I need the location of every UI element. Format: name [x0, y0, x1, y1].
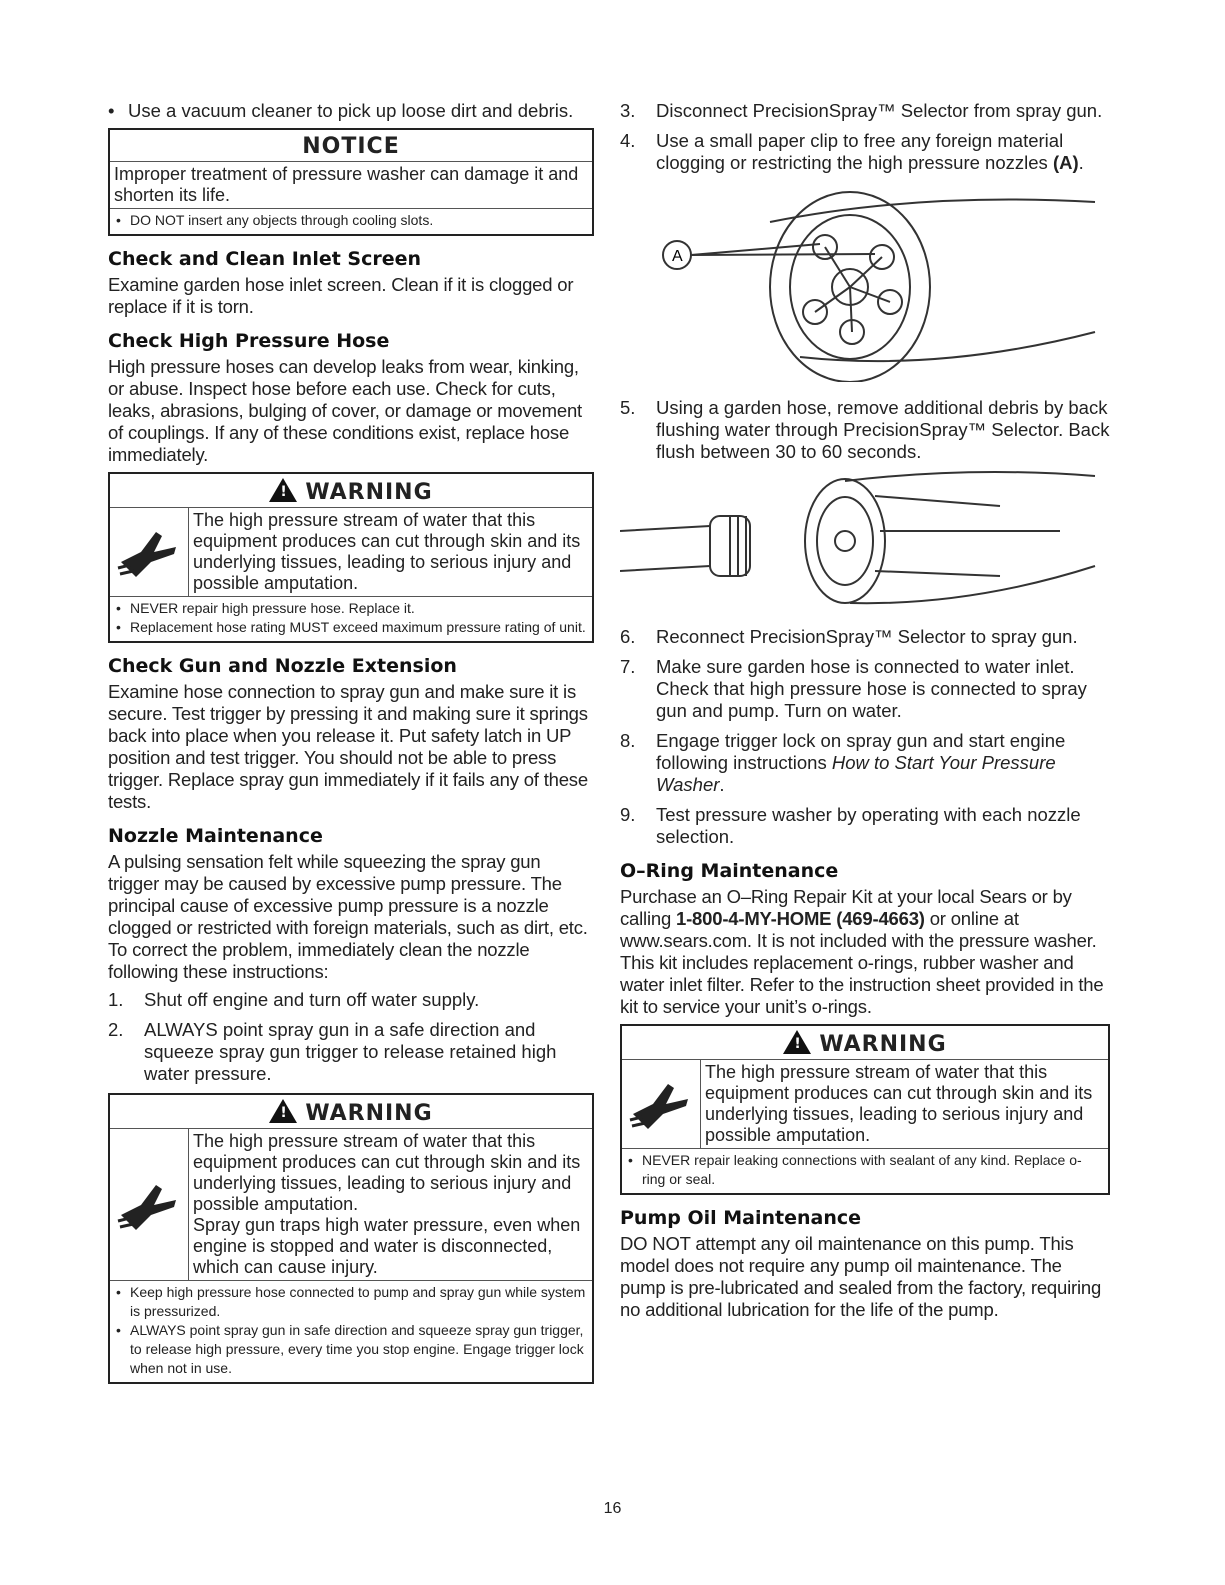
oring-heading: O–Ring Maintenance	[620, 860, 839, 882]
warning-triangle-icon	[783, 1030, 811, 1054]
step-text: Using a garden hose, remove additional debris by back flushing water through PrecisionSpray™ Selector. Back flush between 30 to 60 seconds.	[656, 397, 1110, 462]
step-number: 4.	[620, 130, 636, 151]
notice-title: NOTICE	[110, 130, 592, 162]
step-number: 3.	[620, 100, 636, 121]
oring-text-part: or online at www.sears.com. It is not included with the pressure washer. This kit includes replacement o-rings, rubber washer and water inlet filter. Refer to the instruction sheet provided in the kit to service your unit’s o-rings.	[620, 908, 1104, 1017]
step-reference: How to Start Your Pressure Washer	[656, 752, 1056, 795]
figure-label: A	[672, 248, 683, 265]
warning-title-2	[110, 1095, 592, 1129]
warning-row-1	[110, 508, 592, 597]
step-1	[108, 989, 594, 1011]
step-text: Reconnect PrecisionSpray™ Selector to spray gun.	[656, 626, 1078, 647]
pump-text: DO NOT attempt any oil maintenance on this pump. This model does not require any pump oil maintenance. The pump is pre-lubricated and sealed from the factory, requiring no additional lubrication for the life of the pump.	[620, 1233, 1102, 1320]
step-number: 5.	[620, 397, 636, 418]
hose-heading: Check High Pressure Hose	[108, 330, 390, 352]
vacuum-bullet: • Use a vacuum cleaner to pick up loose dirt and debris.	[108, 100, 594, 122]
step-text: .	[1078, 152, 1084, 173]
figure-reference: (A)	[1052, 152, 1079, 173]
warning-text-part: Spray gun traps high water pressure, even when engine is stopped and water is disconnected, which can cause injury.	[193, 1215, 581, 1277]
hose-text: High pressure hoses can develop leaks from wear, kinking, or abuse. Inspect hose before each use. Check for cuts, leaks, abrasions, bulging of cover, or damage or movement of couplings. If any of these conditions exist, replace hose immediately.	[108, 356, 582, 465]
hand-injury-icon	[110, 1129, 189, 1280]
step-number: 9.	[620, 804, 636, 825]
right-column	[620, 100, 1110, 1327]
notice-text: Improper treatment of pressure washer can damage it and shorten its life.	[110, 162, 592, 209]
notice-box	[108, 128, 594, 236]
step-number: 2.	[108, 1019, 124, 1040]
warning-text-1: The high pressure stream of water that this equipment produces can cut through skin and its underlying tissues, leading to serious injury and possible amputation.	[193, 510, 581, 593]
warning-bullets-1	[110, 597, 592, 641]
step-9	[620, 804, 1110, 848]
oring-text-part: Purchase an O–Ring Repair Kit at your local Sears or by calling	[620, 886, 1072, 929]
hand-injury-icon	[622, 1060, 701, 1148]
warning-bullet: • NEVER repair leaking connections with sealant of any kind. Replace o-ring or seal.	[628, 1151, 1102, 1189]
step-3	[620, 100, 1110, 122]
warning-bullet: • ALWAYS point spray gun in safe direction and squeeze spray gun trigger, to release high pressure, every time you stop engine. Engage trigger lock when not in use.	[116, 1321, 586, 1378]
pump-heading: Pump Oil Maintenance	[620, 1207, 862, 1229]
step-text: Shut off engine and turn off water supply.	[144, 989, 480, 1010]
warning-box-3	[620, 1024, 1110, 1195]
nozzle-text: A pulsing sensation felt while squeezing the spray gun trigger may be caused by excessive pump pressure. The principal cause of excessive pump pressure is a nozzle clogged or restricted with foreign materials, such as dirt, etc. To correct the problem, immediately clean the nozzle following these instructions:	[108, 851, 588, 982]
step-text: Use a small paper clip to free any foreign material clogging or restricting the high pressure nozzles	[656, 130, 1064, 173]
notice-bullets	[110, 209, 592, 234]
warning-label: WARNING	[305, 480, 433, 505]
warning-box-1	[108, 472, 594, 643]
warning-row-3	[622, 1060, 1108, 1149]
step-text: Test pressure washer by operating with each nozzle selection.	[656, 804, 1081, 847]
inlet-text: Examine garden hose inlet screen. Clean if it is clogged or replace if it is torn.	[108, 274, 574, 317]
warning-bullet: • Keep high pressure hose connected to pump and spray gun while system is pressurized.	[116, 1283, 586, 1321]
step-text: Make sure garden hose is connected to water inlet. Check that high pressure hose is connected to spray gun and pump. Turn on water.	[656, 656, 1087, 721]
step-number: 1.	[108, 989, 124, 1010]
oring-text	[620, 886, 1110, 1018]
step-4	[620, 130, 1110, 174]
step-8	[620, 730, 1110, 796]
warning-title-1	[110, 474, 592, 508]
warning-label: WARNING	[305, 1101, 433, 1126]
warning-bullet: • NEVER repair high pressure hose. Replace it.	[116, 599, 586, 618]
warning-bullets-2	[110, 1281, 592, 1382]
warning-box-2	[108, 1093, 594, 1384]
step-number: 8.	[620, 730, 636, 751]
warning-text-3: The high pressure stream of water that this equipment produces can cut through skin and its underlying tissues, leading to serious injury and possible amputation.	[705, 1062, 1093, 1145]
warning-text-2	[189, 1129, 592, 1280]
phone-number: 1-800-4-MY-HOME (469-4663)	[676, 908, 925, 929]
backflush-figure	[620, 471, 1110, 616]
warning-row-2	[110, 1129, 592, 1281]
warning-text-part: The high pressure stream of water that this equipment produces can cut through skin and its underlying tissues, leading to serious injury and possible amputation.	[193, 1131, 581, 1214]
nozzle-heading: Nozzle Maintenance	[108, 825, 323, 847]
warning-bullet: • Replacement hose rating MUST exceed maximum pressure rating of unit.	[116, 618, 586, 637]
warning-title-3	[622, 1026, 1108, 1060]
step-7	[620, 656, 1110, 722]
hand-injury-icon	[110, 508, 189, 596]
step-text: ALWAYS point spray gun in a safe direction and squeeze spray gun trigger to release retained high water pressure.	[144, 1019, 557, 1084]
step-2	[108, 1019, 594, 1085]
inlet-heading: Check and Clean Inlet Screen	[108, 248, 422, 270]
warning-label: WARNING	[819, 1032, 947, 1057]
nozzle-figure	[620, 182, 1110, 387]
step-number: 6.	[620, 626, 636, 647]
step-6	[620, 626, 1110, 648]
warning-triangle-icon	[269, 1099, 297, 1123]
gun-heading: Check Gun and Nozzle Extension	[108, 655, 457, 677]
notice-bullet: • DO NOT insert any objects through cooling slots.	[116, 211, 586, 230]
step-text: Engage trigger lock on spray gun and start engine following instructions	[656, 730, 1066, 773]
left-column	[108, 100, 594, 1392]
warning-triangle-icon	[269, 478, 297, 502]
step-text: .	[719, 774, 725, 795]
gun-text: Examine hose connection to spray gun and make sure it is secure. Test trigger by pressing it and making sure it springs back into place when you release it. Put safety latch in UP position and test trigger. You should not be able to press trigger. Replace spray gun immediately if it fails any of these tests.	[108, 681, 588, 812]
step-5	[620, 397, 1110, 463]
step-text: Disconnect PrecisionSpray™ Selector from spray gun.	[656, 100, 1103, 121]
step-number: 7.	[620, 656, 636, 677]
page-number: 16	[603, 1500, 622, 1517]
warning-bullets-3	[622, 1149, 1108, 1193]
